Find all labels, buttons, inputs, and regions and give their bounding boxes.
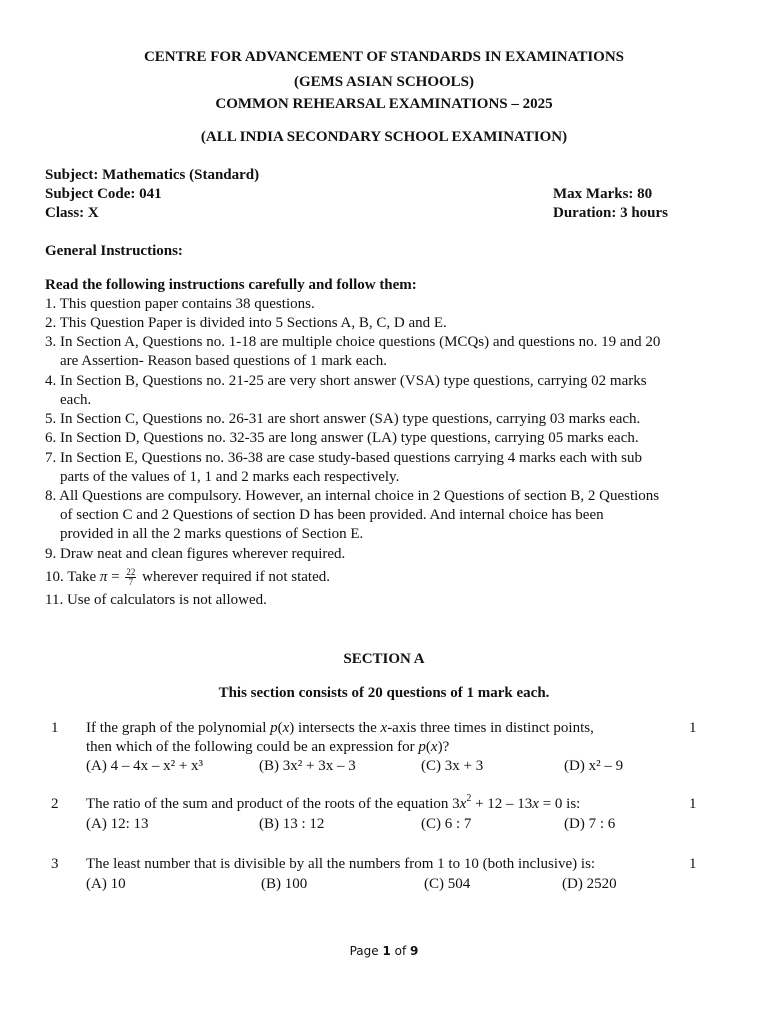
instruction-4-cont: each. [60,392,92,408]
instruction-2: 2. This Question Paper is divided into 5 Sections A, B, C, D and E. [45,315,447,331]
question-number: 3 [51,856,59,872]
subject-code: Subject Code: 041 [45,186,162,202]
instruction-1: 1. This question paper contains 38 questions. [45,296,315,312]
question-1-text-line2 [86,738,449,757]
instruction-3-cont: are Assertion- Reason based questions of 1 mark each. [60,353,387,369]
question-3-text: The least number that is divisible by all the numbers from 1 to 10 (both inclusive) is: [86,856,596,872]
q1-var-x2: x [380,720,388,736]
option-d: (D) 2520 [562,876,617,892]
q2-text-c: = 0 is: [538,796,581,812]
instruction-7: 7. In Section E, Questions no. 36-38 are case study-based questions carrying 4 marks each with sub [45,450,642,466]
instruction-5: 5. In Section C, Questions no. 26-31 are short answer (SA) type questions, carrying 03 marks each. [45,411,641,427]
question-number: 1 [51,720,59,736]
q2-var-x2: x [532,796,539,812]
instruction-9: 9. Draw neat and clean figures wherever required. [45,546,346,562]
option-b: (B) 100 [261,876,308,892]
q2-var-x: x [459,796,467,812]
instruction-10-prefix: 10. Take [45,569,100,585]
q1-text-d: -axis three times in distinct points, [387,720,594,736]
institution-title: CENTRE FOR ADVANCEMENT OF STANDARDS IN EXAMINATIONS [143,49,625,65]
option-b: (B) 3x² + 3x – 3 [259,758,356,774]
page-number [0,942,768,961]
section-subtitle: This section consists of 20 questions of 1 mark each. [218,685,550,701]
q1-text-e: then which of the following could be an expression for [86,739,419,755]
option-c: (C) 3x + 3 [421,758,484,774]
q1-text-b: ( [277,720,283,736]
subject-label: Subject: Mathematics (Standard) [45,167,260,183]
option-c: (C) 504 [424,876,471,892]
duration: Duration: 3 hours [553,205,669,221]
page-total: 9 [410,944,419,958]
q1-var-x: x [282,720,290,736]
question-marks: 1 [689,796,697,812]
page-of: of [390,944,411,958]
question-marks: 1 [689,856,697,872]
pi-symbol: π [99,569,108,585]
instruction-4: 4. In Section B, Questions no. 21-25 are very short answer (VSA) type questions, carrying 02 marks [45,373,647,389]
q1-text-c: ) intersects the [289,720,381,736]
instruction-3: 3. In Section A, Questions no. 1-18 are multiple choice questions (MCQs) and questions no. 19 and 20 [45,334,661,350]
q1-text-g: )? [437,739,450,755]
instruction-8: 8. All Questions are compulsory. However, an internal choice in 2 Questions of section B, 2 Questions [45,488,660,504]
fraction-numerator: 22 [126,567,136,578]
option-a: (A) 12: 13 [86,816,149,832]
q1-var-p2: p [418,739,426,755]
class-label: Class: X [45,205,99,221]
q1-var-p: p [270,720,278,736]
page-current: 1 [382,944,391,958]
option-a: (A) 4 – 4x – x² + x³ [86,758,204,774]
instruction-8-cont: of section C and 2 Questions of section D has been provided. And internal choice has been [60,507,604,523]
fraction-22-7 [125,568,136,587]
instructions-heading: General Instructions: [45,243,183,259]
question-2-text [86,795,580,814]
instruction-10 [45,566,330,588]
instruction-10-eq: = [107,569,124,585]
page-prefix: Page [349,944,383,958]
option-c: (C) 6 : 7 [421,816,472,832]
instruction-8-cont2: provided in all the 2 marks questions of Section E. [60,526,364,542]
instructions-lead: Read the following instructions carefully and follow them: [45,277,417,293]
option-a: (A) 10 [86,876,126,892]
question-marks: 1 [689,720,697,736]
option-d: (D) 7 : 6 [564,816,616,832]
q2-exponent: 2 [466,793,472,804]
q1-text-f: ( [425,739,431,755]
q1-var-x3: x [430,739,438,755]
option-b: (B) 13 : 12 [259,816,325,832]
max-marks: Max Marks: 80 [553,186,653,202]
exam-name: COMMON REHEARSAL EXAMINATIONS – 2025 [215,96,553,112]
q2-text-b: + 12 – 13 [471,796,533,812]
q1-text-a: If the graph of the polynomial [86,720,271,736]
instruction-10-suffix: wherever required if not stated. [138,569,330,585]
question-number: 2 [51,796,59,812]
exam-board: (ALL INDIA SECONDARY SCHOOL EXAMINATION) [200,129,568,145]
instruction-6: 6. In Section D, Questions no. 32-35 are long answer (LA) type questions, carrying 05 marks each. [45,430,639,446]
fraction-denominator: 7 [128,577,134,588]
option-d: (D) x² – 9 [564,758,624,774]
instruction-7-cont: parts of the values of 1, 1 and 2 marks each respectively. [60,469,400,485]
section-title: SECTION A [343,651,425,667]
q2-text-a: The ratio of the sum and product of the roots of the equation 3 [86,796,460,812]
instruction-11: 11. Use of calculators is not allowed. [45,592,267,608]
school-name: (GEMS ASIAN SCHOOLS) [293,74,475,90]
question-1-text-line1 [86,719,594,738]
